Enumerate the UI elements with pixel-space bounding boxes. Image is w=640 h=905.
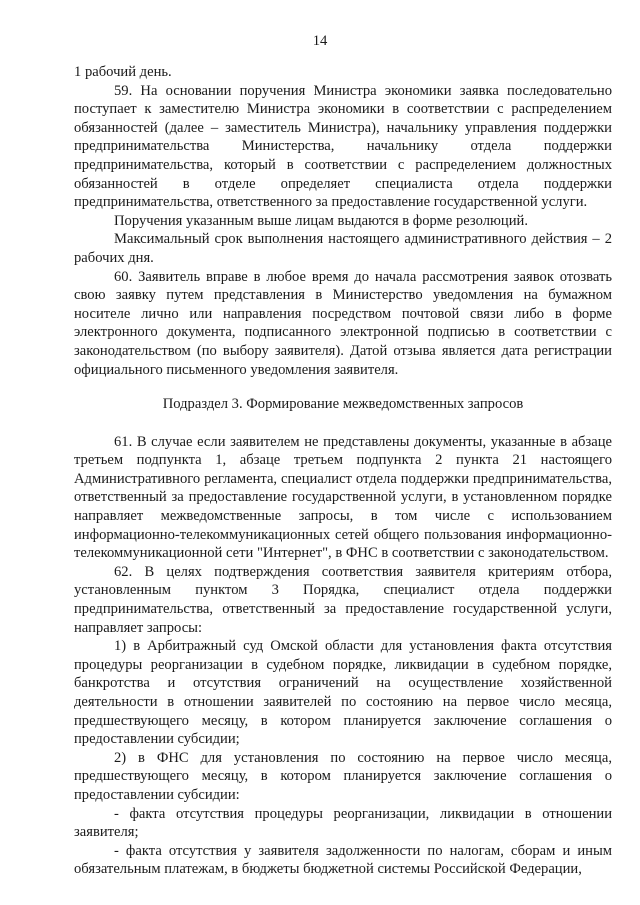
list-item-fns: 2) в ФНС для установления по состоянию на первое число месяца, предшествующего месяцу, в котором планируется заключение соглашения о предоставлении субсидии: — [74, 749, 612, 803]
paragraph-62: 62. В целях подтверждения соответствия заявителя критериям отбора, установленным пунктом 3 Порядка, специалист отдела поддержки предпринимательства, ответственный за предоставление государственной услуги, направляет запросы: — [74, 563, 612, 636]
paragraph-61: 61. В случае если заявителем не представлены документы, указанные в абзаце третьем подпункта 1, абзаце третьем подпункта 2 пункта 21 настоящего Административного регламента, специалист отдела поддержки предпринимательства, ответственный за предоставление государственной услуги, в установленном порядке направляет межведомственные запросы, в том числе с использованием информационно-телекоммуникационных сетей общего пользования информационно-телекоммуникационной сети "Интернет", в ФНС в соответствии с законодательством. — [74, 433, 612, 562]
list-item-no-reorganization: - факта отсутствия процедуры реорганизации, ликвидации в отношении заявителя; — [74, 805, 612, 841]
paragraph-max-term: Максимальный срок выполнения настоящего административного действия – 2 рабочих дня. — [74, 231, 612, 266]
list-item-arbitration-court: 1) в Арбитражный суд Омской области для установления факта отсутствия процедуры реорганизации в судебном порядке, ликвидации в судебном порядке, банкротства и отсутствия ограничений на осуществление хозяйственной деятельности в отношении заявителей по состоянию на первое число месяца, предшествующего месяцу, в котором планируется заключение соглашения о предоставлении субсидии; — [74, 638, 612, 748]
paragraph-continuation: 1 рабочий день. — [74, 64, 172, 80]
document-body — [74, 63, 612, 879]
subsection-heading: Подраздел 3. Формирование межведомственных запросов — [162, 396, 524, 413]
paragraph-59: 59. На основании поручения Министра экономики заявка последовательно поступает к заместителю Министра экономики в соответствии с распределением обязанностей (далее – заместитель Министра), начальнику управления поддержки предпринимательства Министерства, начальнику отдела поддержки предпринимательства, который в соответствии с распределением должностных обязанностей в отделе определяет специалиста отдела поддержки предпринимательства, ответственного за предоставление государственной услуги. — [74, 82, 612, 211]
paragraph-60: 60. Заявитель вправе в любое время до начала рассмотрения заявок отозвать свою заявку путем представления в Министерство уведомления на бумажном носителе лично или направления посредством почтовой связи либо в форме электронного документа, подписанного электронной подписью в соответствии с законодательством (по выбору заявителя). Датой отзыва является дата регистрации официального письменного уведомления заявителя. — [74, 268, 612, 378]
list-item-no-tax-debt: - факта отсутствия у заявителя задолженности по налогам, сборам и иным обязательным платежам, в бюджеты бюджетной системы Российской Федерации, — [74, 842, 612, 878]
page-number: 14 — [312, 33, 328, 49]
paragraph-resolutions: Поручения указанным выше лицам выдаются в форме резолюций. — [114, 212, 528, 229]
